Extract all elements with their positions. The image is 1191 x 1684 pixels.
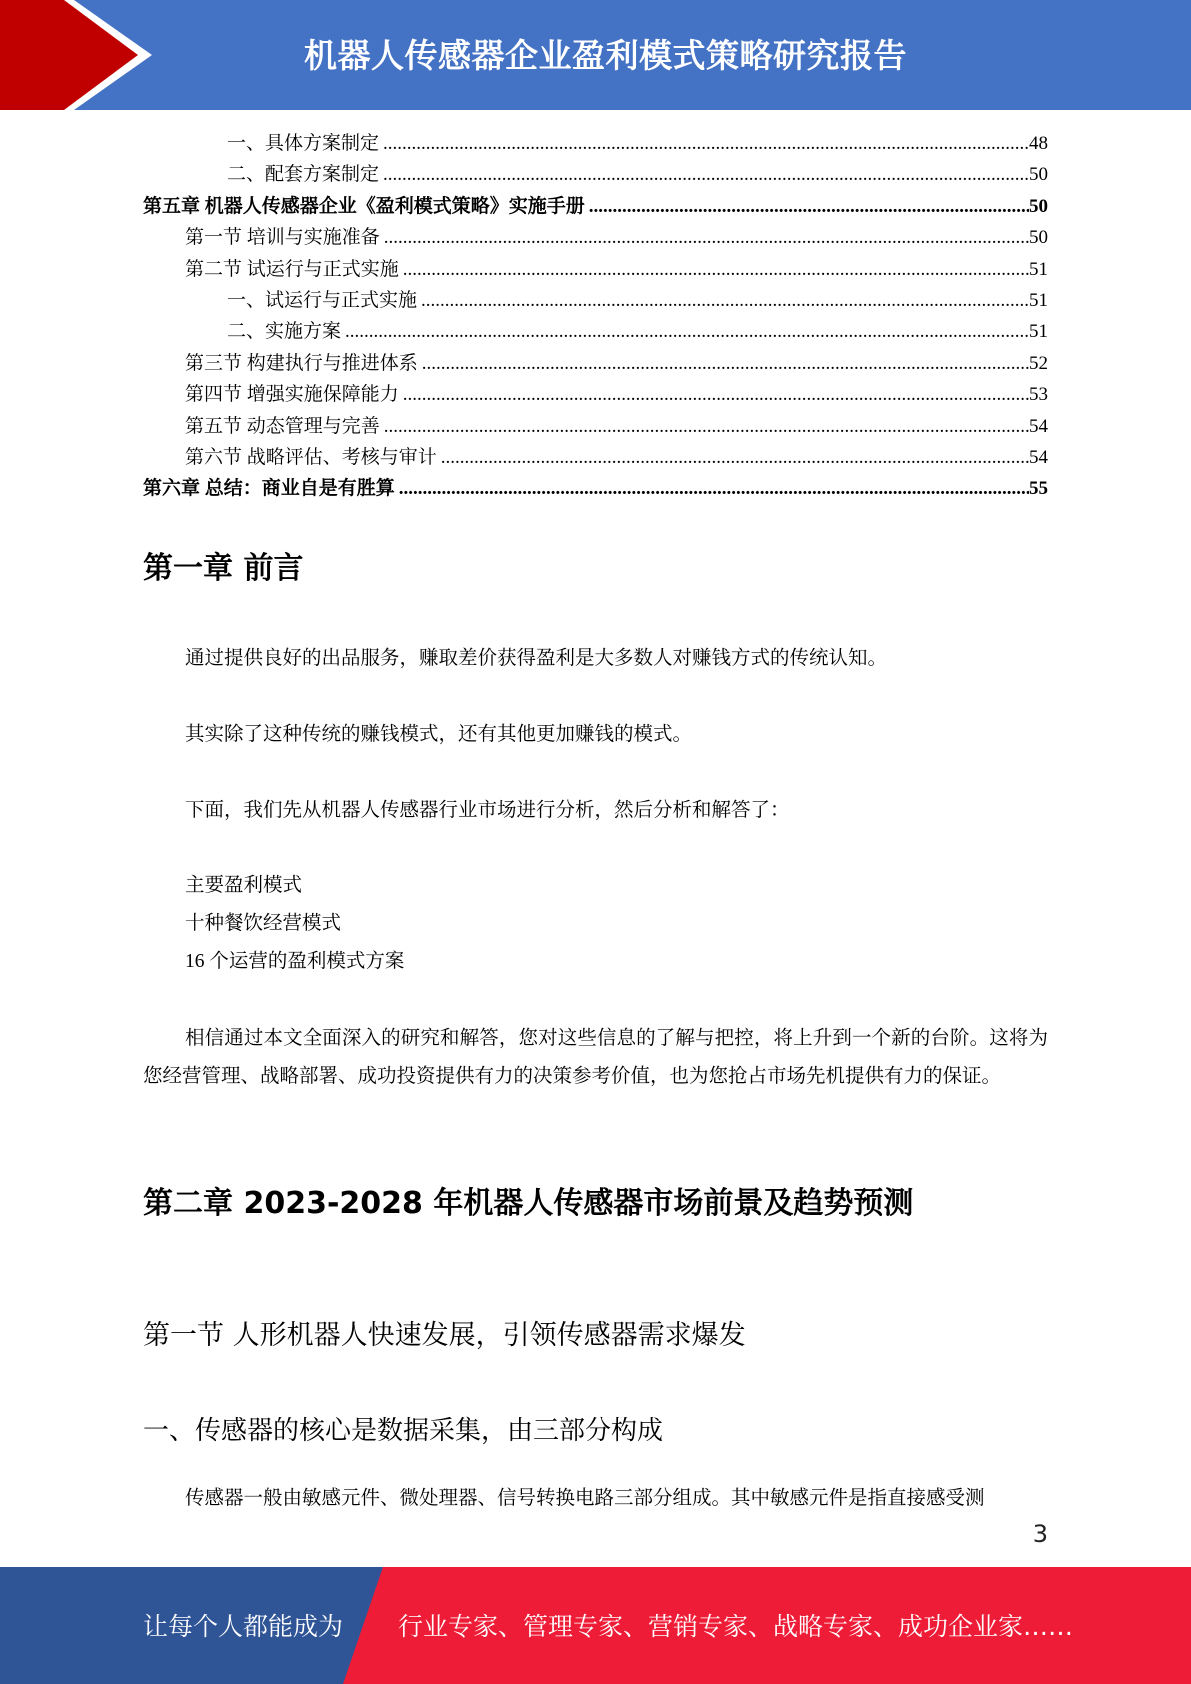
toc-dot-leader — [345, 316, 1029, 347]
chapter-1-heading: 第一章 前言 — [143, 551, 304, 586]
report-title: 机器人传感器企业盈利模式策略研究报告 — [304, 36, 907, 75]
toc-entry[interactable] — [143, 473, 1048, 504]
toc-entry-label: 第四节 增强实施保障能力 — [185, 384, 399, 406]
toc-entry-label: 一、具体方案制定 — [227, 133, 380, 154]
toc-dot-leader — [384, 222, 1029, 253]
toc-entry[interactable] — [143, 348, 1048, 379]
list-item: 十种餐饮经营模式 — [185, 913, 342, 934]
paragraph: 其实除了这种传统的赚钱模式，还有其他更加赚钱的模式。 — [185, 724, 693, 745]
toc-entry[interactable] — [143, 159, 1048, 190]
closing-paragraph: 相信通过本文全面深入的研究和解答，您对这些信息的了解与把控，将上升到一个新的台阶。这将为您经营管理、战略部署、成功投资提供有力的决策参考价值，也为您抢占市场先机提供有力的保证。 — [143, 1028, 1048, 1087]
subsection-heading: 一、传感器的核心是数据采集，由三部分构成 — [143, 1416, 664, 1446]
toc-entry-page: 48 — [1029, 133, 1048, 154]
toc-entry[interactable] — [143, 222, 1048, 253]
toc-entry-page: 51 — [1029, 321, 1048, 343]
paragraph: 通过提供良好的出品服务，赚取差价获得盈利是大多数人对赚钱方式的传统认知。 — [185, 648, 888, 669]
table-of-contents — [143, 128, 1048, 505]
toc-entry-page: 53 — [1029, 384, 1048, 406]
toc-entry-page: 54 — [1029, 415, 1048, 437]
toc-entry-label: 第一节 培训与实施准备 — [185, 227, 380, 249]
toc-entry[interactable] — [143, 191, 1048, 222]
toc-entry[interactable] — [143, 379, 1048, 410]
toc-entry-page: 50 — [1029, 227, 1048, 249]
toc-entry-label: 第三节 构建执行与推进体系 — [185, 352, 418, 374]
toc-dot-leader — [589, 191, 1029, 222]
toc-dot-leader — [441, 442, 1029, 473]
toc-dot-leader — [383, 128, 1029, 159]
toc-entry-page: 50 — [1029, 164, 1048, 186]
footer-slogan-left: 让每个人都能成为 — [143, 1612, 344, 1641]
section-heading: 第一节 人形机器人快速发展，引领传感器需求爆发 — [143, 1320, 746, 1351]
list-item: 16 个运营的盈利模式方案 — [185, 951, 405, 972]
toc-entry-page: 50 — [1029, 195, 1048, 217]
toc-dot-leader — [403, 379, 1029, 410]
toc-entry-label: 二、配套方案制定 — [227, 164, 380, 186]
toc-entry-page: 51 — [1029, 258, 1048, 280]
paragraph: 传感器一般由敏感元件、微处理器、信号转换电路三部分组成。其中敏感元件是指直接感受测 — [185, 1488, 985, 1509]
toc-dot-leader — [384, 411, 1029, 442]
toc-entry[interactable] — [143, 442, 1048, 473]
toc-dot-leader — [421, 285, 1029, 316]
toc-dot-leader — [383, 159, 1029, 190]
toc-entry[interactable] — [143, 254, 1048, 285]
toc-entry-page: 51 — [1029, 289, 1048, 311]
toc-entry-label: 第五章 机器人传感器企业《盈利模式策略》实施手册 — [143, 195, 585, 217]
toc-dot-leader — [422, 348, 1029, 379]
page-footer — [0, 1567, 1191, 1684]
model-list — [185, 867, 404, 981]
toc-entry-label: 第二节 试运行与正式实施 — [185, 258, 399, 280]
page-header — [0, 0, 1191, 110]
toc-entry[interactable] — [143, 285, 1048, 316]
toc-entry-label: 一、试运行与正式实施 — [227, 289, 418, 311]
page-number: 3 — [1032, 1520, 1048, 1548]
toc-entry-label: 第五节 动态管理与完善 — [185, 415, 380, 437]
toc-entry[interactable] — [143, 411, 1048, 442]
toc-dot-leader — [403, 254, 1029, 285]
toc-entry-page: 55 — [1029, 478, 1048, 500]
toc-entry[interactable] — [143, 128, 1048, 159]
toc-entry-page: 54 — [1029, 446, 1048, 468]
toc-entry-page: 52 — [1029, 352, 1048, 374]
toc-entry-label: 二、实施方案 — [227, 321, 342, 343]
footer-slogan-right: 行业专家、管理专家、营销专家、战略专家、成功企业家…… — [398, 1612, 1074, 1641]
paragraph: 下面，我们先从机器人传感器行业市场进行分析，然后分析和解答了： — [185, 800, 790, 821]
toc-entry-label: 第六节 战略评估、考核与审计 — [185, 446, 437, 468]
toc-entry[interactable] — [143, 316, 1048, 347]
toc-dot-leader — [399, 473, 1029, 504]
list-item: 主要盈利模式 — [185, 875, 303, 896]
chapter-2-heading: 第二章 2023-2028 年机器人传感器市场前景及趋势预测 — [143, 1186, 914, 1221]
toc-entry-label: 第六章 总结：商业自是有胜算 — [143, 478, 395, 500]
